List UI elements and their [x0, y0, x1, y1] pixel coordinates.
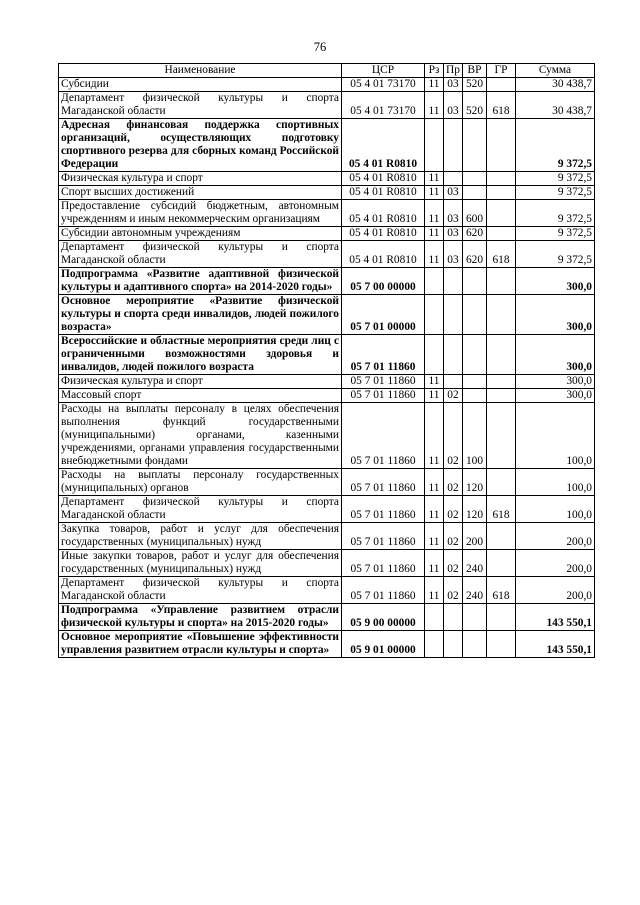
- table-row: [59, 186, 595, 200]
- cell-rz: [425, 295, 444, 335]
- cell-name: Подпрограмма «Управление развитием отрасли физической культуры и спорта» на 2015-2020 годы»: [59, 604, 342, 631]
- cell-rz: 11: [425, 403, 444, 469]
- cell-pr: [444, 172, 463, 186]
- cell-csr: 05 7 01 11860: [342, 523, 425, 550]
- cell-name: Физическая культура и спорт: [59, 375, 342, 389]
- cell-name: Всероссийские и областные мероприятия среди лиц с ограниченными возможностями здоровья и инвалидов, людей пожилого возраста: [59, 335, 342, 375]
- cell-name: Подпрограмма «Развитие адаптивной физической культуры и адаптивного спорта» на 2014-2020 годы»: [59, 268, 342, 295]
- cell-gr: [487, 604, 516, 631]
- table-row: [59, 469, 595, 496]
- cell-sum: 200,0: [516, 550, 595, 577]
- cell-sum: 9 372,5: [516, 119, 595, 172]
- cell-pr: 02: [444, 403, 463, 469]
- cell-pr: [444, 119, 463, 172]
- cell-vr: [463, 375, 487, 389]
- cell-name: Предоставление субсидий бюджетным, автономным учреждениям и иным некоммерческим организациям: [59, 200, 342, 227]
- cell-gr: 618: [487, 496, 516, 523]
- cell-pr: 03: [444, 92, 463, 119]
- cell-csr: 05 4 01 R0810: [342, 172, 425, 186]
- table-row: [59, 550, 595, 577]
- cell-csr: 05 4 01 73170: [342, 78, 425, 92]
- cell-pr: 03: [444, 227, 463, 241]
- cell-csr: 05 7 01 00000: [342, 295, 425, 335]
- cell-vr: 240: [463, 577, 487, 604]
- cell-gr: [487, 469, 516, 496]
- cell-csr: 05 4 01 R0810: [342, 227, 425, 241]
- cell-vr: 200: [463, 523, 487, 550]
- cell-sum: 9 372,5: [516, 200, 595, 227]
- table-row: [59, 523, 595, 550]
- header-sum: Сумма: [516, 64, 595, 78]
- cell-rz: 11: [425, 389, 444, 403]
- table-row: [59, 227, 595, 241]
- cell-sum: 143 550,1: [516, 631, 595, 658]
- cell-csr: 05 7 01 11860: [342, 469, 425, 496]
- cell-sum: 300,0: [516, 295, 595, 335]
- cell-name: Иные закупки товаров, работ и услуг для обеспечения государственных (муниципальных) нужд: [59, 550, 342, 577]
- cell-rz: 11: [425, 200, 444, 227]
- cell-sum: 100,0: [516, 496, 595, 523]
- cell-rz: [425, 631, 444, 658]
- table-row: [59, 268, 595, 295]
- table-row: [59, 496, 595, 523]
- table-row: [59, 335, 595, 375]
- cell-pr: [444, 335, 463, 375]
- table-body: [59, 78, 595, 658]
- cell-rz: 11: [425, 496, 444, 523]
- cell-name: Спорт высших достижений: [59, 186, 342, 200]
- cell-pr: 03: [444, 200, 463, 227]
- cell-vr: 120: [463, 496, 487, 523]
- table-row: [59, 389, 595, 403]
- cell-rz: [425, 119, 444, 172]
- header-name: Наименование: [59, 64, 342, 78]
- cell-gr: [487, 78, 516, 92]
- cell-pr: [444, 375, 463, 389]
- cell-pr: 02: [444, 469, 463, 496]
- cell-name: Расходы на выплаты персоналу в целях обеспечения выполнения функций государственными (муниципальными) органами, казенными учреждениями, органами управления государственными внебюджетными фондами: [59, 403, 342, 469]
- header-pr: Пр: [444, 64, 463, 78]
- cell-csr: 05 9 01 00000: [342, 631, 425, 658]
- cell-vr: [463, 604, 487, 631]
- cell-rz: 11: [425, 469, 444, 496]
- cell-csr: 05 7 01 11860: [342, 496, 425, 523]
- cell-gr: 618: [487, 241, 516, 268]
- cell-gr: [487, 375, 516, 389]
- cell-vr: [463, 268, 487, 295]
- cell-sum: 300,0: [516, 268, 595, 295]
- cell-pr: 03: [444, 78, 463, 92]
- cell-vr: [463, 631, 487, 658]
- cell-pr: [444, 295, 463, 335]
- cell-rz: 11: [425, 523, 444, 550]
- cell-name: Департамент физической культуры и спорта Магаданской области: [59, 496, 342, 523]
- cell-name: Субсидии: [59, 78, 342, 92]
- table-row: [59, 295, 595, 335]
- cell-sum: 30 438,7: [516, 92, 595, 119]
- cell-csr: 05 7 01 11860: [342, 577, 425, 604]
- cell-name: Расходы на выплаты персоналу государственных (муниципальных) органов: [59, 469, 342, 496]
- cell-pr: 02: [444, 577, 463, 604]
- cell-name: Основное мероприятие «Повышение эффективности управления развитием отрасли культуры и спорта»: [59, 631, 342, 658]
- page-number: 76: [313, 40, 327, 54]
- table-row: [59, 403, 595, 469]
- cell-sum: 300,0: [516, 389, 595, 403]
- cell-name: Департамент физической культуры и спорта Магаданской области: [59, 577, 342, 604]
- cell-pr: 02: [444, 550, 463, 577]
- cell-pr: 02: [444, 389, 463, 403]
- cell-gr: [487, 523, 516, 550]
- cell-sum: 100,0: [516, 403, 595, 469]
- cell-sum: 9 372,5: [516, 241, 595, 268]
- cell-rz: [425, 335, 444, 375]
- table-row: [59, 92, 595, 119]
- cell-pr: 03: [444, 241, 463, 268]
- cell-csr: 05 7 01 11860: [342, 375, 425, 389]
- cell-rz: 11: [425, 241, 444, 268]
- cell-csr: 05 7 01 11860: [342, 335, 425, 375]
- cell-vr: [463, 389, 487, 403]
- header-gr: ГР: [487, 64, 516, 78]
- cell-rz: 11: [425, 227, 444, 241]
- cell-rz: 11: [425, 375, 444, 389]
- cell-csr: 05 7 01 11860: [342, 403, 425, 469]
- cell-sum: 300,0: [516, 335, 595, 375]
- cell-rz: 11: [425, 172, 444, 186]
- cell-gr: [487, 200, 516, 227]
- cell-name: Департамент физической культуры и спорта Магаданской области: [59, 241, 342, 268]
- cell-vr: 520: [463, 78, 487, 92]
- cell-vr: 600: [463, 200, 487, 227]
- cell-name: Департамент физической культуры и спорта Магаданской области: [59, 92, 342, 119]
- cell-pr: 03: [444, 186, 463, 200]
- cell-csr: 05 4 01 R0810: [342, 119, 425, 172]
- cell-rz: [425, 604, 444, 631]
- cell-sum: 200,0: [516, 523, 595, 550]
- cell-gr: 618: [487, 577, 516, 604]
- header-vr: ВР: [463, 64, 487, 78]
- cell-gr: [487, 550, 516, 577]
- cell-gr: [487, 268, 516, 295]
- cell-rz: 11: [425, 78, 444, 92]
- cell-gr: [487, 389, 516, 403]
- cell-csr: 05 9 00 00000: [342, 604, 425, 631]
- table-row: [59, 375, 595, 389]
- table-row: [59, 200, 595, 227]
- table-row: [59, 119, 595, 172]
- cell-gr: [487, 335, 516, 375]
- cell-name: Массовый спорт: [59, 389, 342, 403]
- cell-name: Основное мероприятие «Развитие физической культуры и спорта среди инвалидов, людей пожилого возраста»: [59, 295, 342, 335]
- cell-csr: 05 7 00 00000: [342, 268, 425, 295]
- cell-sum: 30 438,7: [516, 78, 595, 92]
- table-row: [59, 631, 595, 658]
- cell-sum: 9 372,5: [516, 172, 595, 186]
- table-row: [59, 577, 595, 604]
- cell-name: Адресная финансовая поддержка спортивных организаций, осуществляющих подготовку спортивного резерва для сборных команд Российской Федерации: [59, 119, 342, 172]
- table-header-row: [59, 64, 595, 78]
- cell-vr: [463, 119, 487, 172]
- cell-gr: [487, 295, 516, 335]
- cell-pr: [444, 604, 463, 631]
- cell-vr: 120: [463, 469, 487, 496]
- cell-gr: [487, 227, 516, 241]
- cell-vr: 240: [463, 550, 487, 577]
- cell-vr: 520: [463, 92, 487, 119]
- cell-rz: 11: [425, 577, 444, 604]
- cell-sum: 200,0: [516, 577, 595, 604]
- cell-vr: [463, 295, 487, 335]
- cell-vr: 620: [463, 227, 487, 241]
- cell-rz: 11: [425, 92, 444, 119]
- cell-vr: [463, 335, 487, 375]
- cell-csr: 05 7 01 11860: [342, 550, 425, 577]
- cell-pr: [444, 268, 463, 295]
- cell-gr: [487, 631, 516, 658]
- table-row: [59, 241, 595, 268]
- cell-pr: 02: [444, 496, 463, 523]
- cell-csr: 05 4 01 73170: [342, 92, 425, 119]
- cell-vr: [463, 172, 487, 186]
- cell-gr: [487, 172, 516, 186]
- cell-sum: 100,0: [516, 469, 595, 496]
- header-csr: ЦСР: [342, 64, 425, 78]
- table-row: [59, 604, 595, 631]
- cell-vr: 100: [463, 403, 487, 469]
- cell-gr: [487, 403, 516, 469]
- cell-pr: 02: [444, 523, 463, 550]
- cell-sum: 9 372,5: [516, 227, 595, 241]
- cell-sum: 9 372,5: [516, 186, 595, 200]
- cell-gr: 618: [487, 92, 516, 119]
- cell-name: Физическая культура и спорт: [59, 172, 342, 186]
- cell-sum: 143 550,1: [516, 604, 595, 631]
- cell-vr: 620: [463, 241, 487, 268]
- cell-csr: 05 4 01 R0810: [342, 186, 425, 200]
- cell-rz: 11: [425, 186, 444, 200]
- cell-rz: [425, 268, 444, 295]
- table-row: [59, 78, 595, 92]
- cell-gr: [487, 186, 516, 200]
- cell-gr: [487, 119, 516, 172]
- budget-table: [58, 63, 595, 658]
- cell-vr: [463, 186, 487, 200]
- table-row: [59, 172, 595, 186]
- cell-csr: 05 4 01 R0810: [342, 241, 425, 268]
- cell-csr: 05 4 01 R0810: [342, 200, 425, 227]
- cell-csr: 05 7 01 11860: [342, 389, 425, 403]
- header-rz: Рз: [425, 64, 444, 78]
- cell-sum: 300,0: [516, 375, 595, 389]
- cell-rz: 11: [425, 550, 444, 577]
- cell-pr: [444, 631, 463, 658]
- cell-name: Закупка товаров, работ и услуг для обеспечения государственных (муниципальных) нужд: [59, 523, 342, 550]
- cell-name: Субсидии автономным учреждениям: [59, 227, 342, 241]
